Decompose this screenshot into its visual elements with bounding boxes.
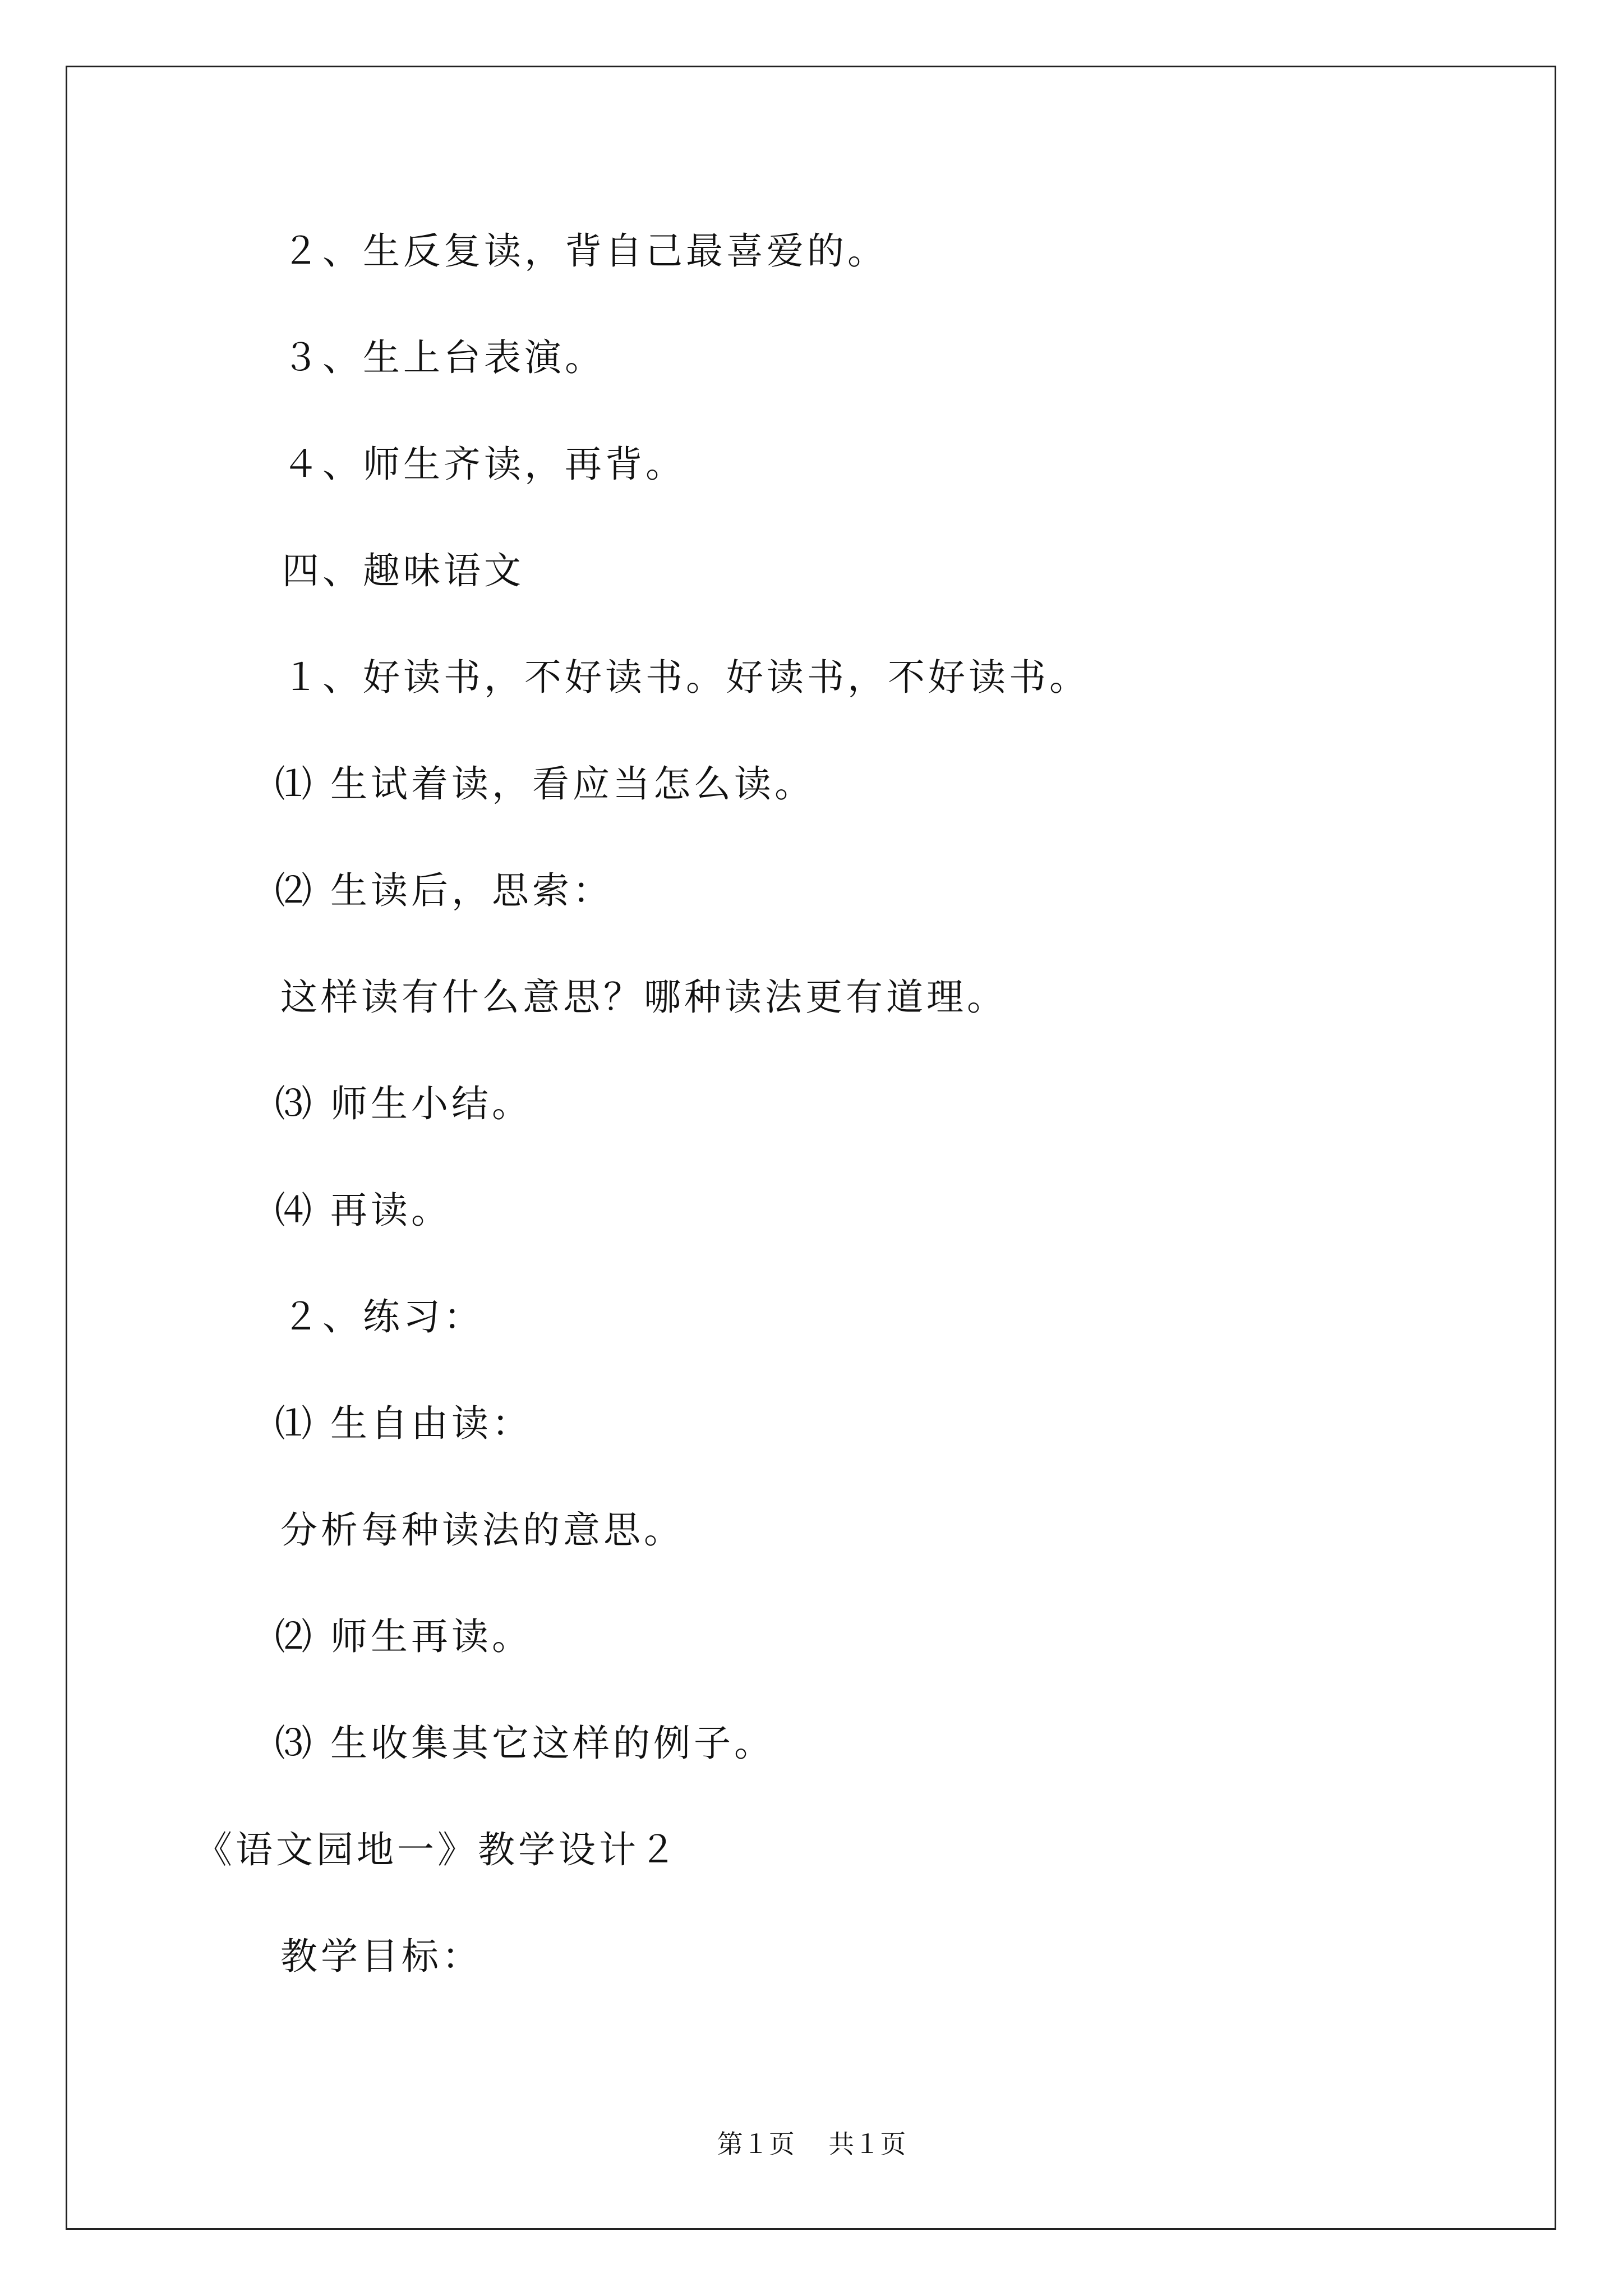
text-line: 教学目标：	[280, 1935, 482, 1978]
text-line: 这样读有什么意思？哪种读法更有道理。	[280, 976, 1007, 1019]
text-line: １、好读书，不好读书。好读书，不好读书。	[282, 656, 1090, 699]
text-line: ⑵ 师生再读。	[275, 1615, 532, 1658]
text-line: ２、生反复读，背自己最喜爱的。	[282, 229, 888, 273]
text-line: ⑶ 师生小结。	[275, 1082, 532, 1125]
text-line: ⑶ 生收集其它这样的例子。	[275, 1722, 774, 1765]
page-border	[66, 66, 1556, 2230]
section-title: 《语文园地一》教学设计２	[195, 1828, 680, 1871]
text-line: ⑴ 生试着读，看应当怎么读。	[275, 762, 815, 806]
text-line: ⑷ 再读。	[275, 1189, 451, 1232]
text-line: 分析每种读法的意思。	[280, 1508, 684, 1552]
text-line: ⑵ 生读后，思索：	[275, 869, 613, 912]
section-heading: 四、趣味语文	[282, 549, 524, 592]
text-line: ３、生上台表演。	[282, 336, 605, 379]
page-footer: 第１页 共１页	[717, 2129, 906, 2159]
text-line: ２、练习：	[282, 1295, 484, 1338]
text-line: ４、师生齐读，再背。	[282, 443, 686, 486]
text-line: ⑴ 生自由读：	[275, 1402, 532, 1445]
